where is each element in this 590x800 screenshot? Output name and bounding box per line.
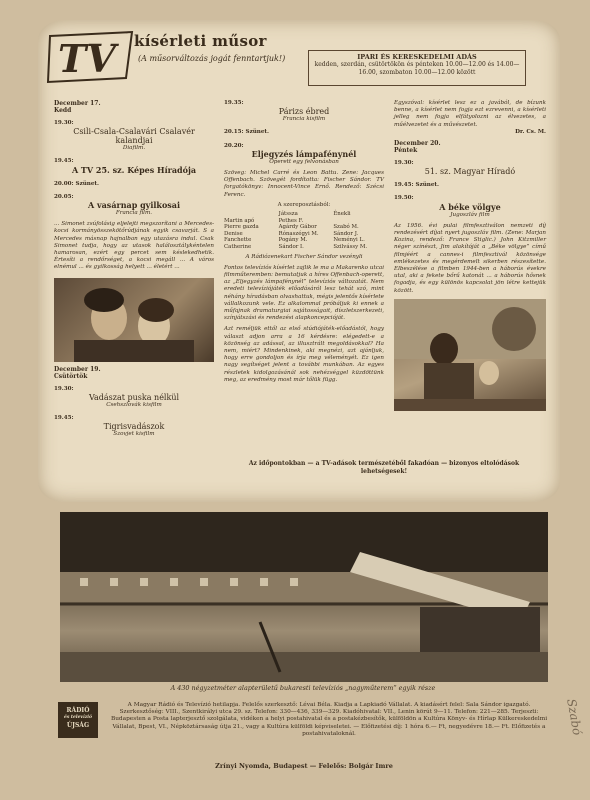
cast-head — [224, 211, 275, 218]
time-break: 20.00: Szünet. — [54, 180, 99, 187]
time: 20.05: — [54, 193, 74, 200]
tv-logo — [46, 28, 136, 84]
studio-photo — [60, 512, 548, 682]
film-still-photo — [394, 299, 546, 411]
ipari-title: IPARI ÉS KERESKEDELMI ADÁS — [357, 53, 477, 61]
logo-line-2: és televízió — [63, 715, 93, 720]
program-title: Tigrisvadászok — [103, 422, 165, 432]
cast-actor: Pethes F. — [278, 217, 304, 224]
program-title: Párizs ébred — [278, 107, 330, 117]
cast-singer: Szabó M. — [333, 224, 359, 231]
article-p1: Fontos televíziós kísérlet zajlik le ma a Makarenko utcai filmműteremben: bemutatjuk a híres Offenbach-operett, az „Eljegyzés lámpafénynél” televíziós változatát. Nem eredeti televíziójáték előadásáról lesz tehát szó, mint néhány híradásban olvashattuk, mégis jelentős kísérlete vállalkozunk vele. Ez alkalommal próbáljuk ki ennek a műfajnak dramaturgiai sajátosságait, díszletszerkezeti, színjátszási és rendezési alapkoncepcióját. — [224, 264, 384, 322]
program-title: Vadászat puska nélkül — [88, 392, 180, 402]
program-sub: Szovjet kisfilm — [113, 431, 155, 438]
radio-ujsag-logo — [58, 702, 98, 738]
program-title: Eljegyzés lámpafénynél — [251, 148, 357, 159]
ipari-box — [308, 50, 526, 86]
tv-program-sheet — [38, 20, 560, 502]
photo-caption: A 430 négyzetméter alapterületű bukaresti televíziós „nagyműterem” egyik része — [170, 684, 436, 692]
time-break: 19.45: Szünet. — [394, 182, 439, 189]
cast-head: Játssza — [278, 211, 298, 218]
cast-title: A szereposztásból: — [277, 201, 331, 208]
day-kedd: Kedd — [54, 107, 72, 114]
time: 20.20: — [224, 142, 244, 149]
tv-logo-text: TV — [58, 36, 116, 81]
printer-line: Zrínyi Nyomda, Budapest — Felelős: Bolgár Imre — [215, 762, 393, 770]
program-sub: Jugoszláv film — [450, 211, 490, 218]
article-end: Egyszóval: kísérlet lesz ez a javából, de bízunk benne, a kísérlet nem fogja ezt ezrevenni, a kísérleti jelleg nem fogja elfátyolozni az élvezetes, a műélvezetet és a művészetet. — [394, 100, 546, 128]
film-still-photo — [54, 278, 214, 362]
program-title: Csili-Csala-Csalavári Csalavér kalandjai — [73, 127, 195, 146]
time: 19.50: — [394, 195, 414, 202]
time: 19.35: — [224, 100, 244, 106]
page-subtitle: (A műsorváltozás jogát fenntartjuk!) — [138, 54, 286, 63]
logo-line-1: RÁDIÓ — [66, 707, 90, 714]
column-3 — [394, 100, 546, 411]
program-sub: Operett egy felvonásban — [269, 158, 339, 165]
logo-line-3: ÚJSÁG — [66, 722, 90, 729]
orchestra: A Rádiózenekart Fischer Sándor vezényli — [245, 253, 363, 260]
cast-role: Fanchette — [224, 237, 252, 244]
cast-singer: Neményi L. — [333, 237, 365, 244]
time: 19.45: — [54, 415, 74, 422]
cast-role: Catherine — [224, 244, 252, 250]
cast-role: Denise — [224, 230, 243, 237]
time: 19.30: — [394, 160, 414, 167]
program-sub: Csehszlovák kisfilm — [106, 401, 162, 408]
program-sub: Francia kisfilm — [282, 116, 326, 123]
credits: Szöveg: Michel Carré és Leon Battu. Zene: Jacques Offenbach. Szövegét fordította: Fischer Sándor. TV forgatókönyv: Innocent-Vince Ernő. Rendező: Szécsi Ferenc. — [224, 170, 384, 198]
day-pentek: Péntek — [394, 147, 418, 155]
program-title: A béke völgye — [439, 201, 501, 212]
page-title: kísérleti műsor — [134, 32, 267, 50]
footer — [56, 700, 552, 756]
schedule-note: Az időpontokban — a TV-adások természetéből fakadóan — bizonyos eltolódások lehetségesek! — [248, 460, 520, 475]
cast-table — [224, 211, 384, 251]
date-dec19: December 19. — [54, 365, 101, 373]
imprint-text: A Magyar Rádió és Televízió hetilapja. Felelős szerkesztő: Lévai Béla. Kiadja a Lapkiadó Vállalat. A kiadásért felel: Sala Sándor igazgató. Szerkesztőség: VIII., Szentkirályi utca 29. sz. Telefon: 330—436, 339—329. Kiadóhivatal: VII., Lenin körút 9—11. Telefon: 221—285. Terjeszti: Budapesten a Posta lapterjesztő szolgálata, vidéken a helyi postahivatal és a postakézbesítők, külföldön a Kultúra Könyv- és Hírlap Külkereskedelmi Vállalat, Bpest, VI., Népköztársaság útja 21., vagy a Kultúra külföldi képviseletei. — Előfizetési díj: 1 hóra 6.— Ft, negyedévre 18.— Ft. Előfizetés a postahivataloknál. — [110, 702, 548, 737]
ipari-text: kedden, szerdán, csütörtökön és pénteken 10.00—12.00 és 14.00—16.00, szombaton 10.00—12.00 között — [314, 61, 520, 76]
cast-role: Pierre gazda — [224, 224, 259, 231]
author: Dr. Cs. M. — [515, 128, 546, 135]
time-break: 20.15: Szünet. — [224, 129, 269, 136]
time: 19.30: — [54, 385, 74, 392]
cast-actor: Agárdy Gábor — [278, 224, 317, 231]
day-csutortok: Csütörtök — [54, 372, 88, 380]
program-title: 51. sz. Magyar Híradó — [424, 167, 516, 177]
column-2 — [224, 100, 384, 384]
program-sub: Francia film. — [115, 210, 153, 217]
cast-actor: Rónaszégyi M. — [278, 230, 319, 237]
cast-role: Martin apó — [224, 217, 255, 224]
time: 19.45: — [54, 158, 74, 165]
date-dec20: December 20. — [394, 140, 441, 148]
program-sub: Diafilm. — [122, 145, 146, 152]
cast-singer: Sándor J. — [333, 230, 359, 237]
column-1 — [54, 100, 214, 438]
article-p2: Azt reméljük ettől az első stúdiójáték-előadástól, hogy választ adjon arra a 16 kérdésre: elégedett-e a közönség az adással, az illusztrált megoldásokkal? Ha nem, miért? Mindenkinek, aki megnézi, azt ajánljuk, hogy erre gondoljon és írja meg véleményét. Ez igen nagy segítséget jelent a további munkában. Az egyes részletek kidolgozásánál sok nehézséggel küzdöttünk meg, az eredmény most már tőlük függ. — [224, 326, 384, 383]
date-dec17: December 17. — [54, 100, 101, 107]
cast-actor: Sándor I. — [278, 244, 304, 250]
program-title: A TV 25. sz. Képes Híradója — [71, 164, 197, 175]
cast-singer: Szilvássy M. — [333, 244, 368, 250]
cast-actor: Pogány M. — [278, 237, 308, 244]
program-title: A vasárnap gyilkosai — [87, 200, 181, 211]
program-desc: ... Simonet zsúfolásig eljelejti megszorítani a Mercedes-kocsi kormányösszekötőrúdjának egyik csavarját. S a Mercedes másnap hajnalban egy utazásra indul. Csak Simonet tudja, hogy az utasok halálosztálykéntelen hamarosan, ezért egy percet sem késlekedhetik. Értesíti a rendőrséget, a kocsi megáll ... A város elnémul ... és gyilkosság helyett ... életért ... — [54, 221, 214, 271]
handwritten-signature: Szabó — [564, 697, 585, 737]
cast-head: Énekli — [333, 211, 351, 218]
time: 19.30: — [54, 120, 74, 126]
program-desc: Az 1956. évi pulai filmfesztiválon nemzeti díj rendezésért díjat nyert jugoszláv film. (Zene: Marjan Kozina, rendező: France Stiglic.) John Kitzmiller néger színészt, Jim alakítóját a „Béke völgye” című filmjéért a cannes-i filmfesztivál közönsége emlékezetes és megérdemelt sikerben részesítette. Elbeszélése a filmben 1944-ben a háborús évekre utal, aki a fekete bőrű katonát ... a háborús hősnek fogadja, és egy különös kapcsolat jön létre kettejük között. — [394, 222, 546, 294]
